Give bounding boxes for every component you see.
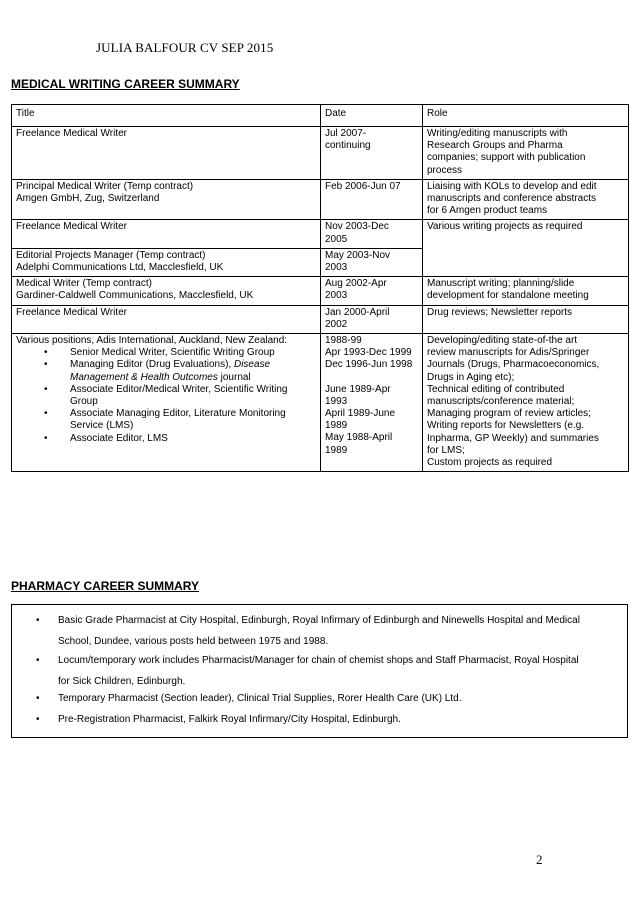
- title-cell: [12, 179, 321, 220]
- employer-line: Gardiner-Caldwell Communications, Macclesfield, UK: [16, 290, 254, 302]
- date-cell: [321, 220, 423, 248]
- medical-career-table: [11, 104, 629, 472]
- date-spacer: [325, 372, 418, 384]
- role-line: Writing reports for Newsletters (e.g.: [427, 420, 585, 432]
- date-line: Nov 2003-Dec: [325, 221, 389, 233]
- date-line: Apr 1993-Dec 1999: [325, 347, 412, 359]
- date-cell: [321, 179, 423, 220]
- page-number: 2: [536, 852, 543, 867]
- date-line: 1989: [325, 444, 348, 456]
- title-cell: [12, 277, 321, 305]
- date-cell: [321, 305, 423, 333]
- list-item: [44, 384, 316, 408]
- date-cell: [321, 277, 423, 305]
- date-line: June 1989-Apr: [325, 383, 391, 395]
- column-header-role: Role: [423, 105, 629, 127]
- role-line: manuscripts/conference material;: [427, 396, 575, 408]
- employer-line: Adelphi Communications Ltd, Macclesfield, UK: [16, 262, 224, 274]
- date-line: 1989: [325, 420, 348, 432]
- date-line: May 2003-Nov: [325, 249, 391, 261]
- title-line: Freelance Medical Writer: [16, 306, 127, 318]
- bullet-icon: •: [44, 347, 48, 359]
- pharmacy-line: Basic Grade Pharmacist at City Hospital, Edinburgh, Royal Infirmary of Edinburgh and Ninewells Hospital and Medical: [58, 615, 580, 626]
- date-cell: [321, 248, 423, 276]
- title-line: Medical Writer (Temp contract): [16, 278, 152, 290]
- role-line: Technical editing of contributed: [427, 383, 565, 395]
- date-line: Dec 1996-Jun 1998: [325, 359, 413, 371]
- date-line: Jul 2007-: [325, 128, 367, 139]
- medical-writing-heading: MEDICAL WRITING CAREER SUMMARY: [11, 77, 240, 91]
- pharmacy-line: Locum/temporary work includes Pharmacist/Manager for chain of chemist shops and Staff Pharmacist, Royal Hospital: [58, 655, 579, 666]
- list-item: [44, 433, 316, 445]
- role-line: Drugs in Aging etc);: [427, 371, 515, 383]
- role-cell: [423, 220, 629, 277]
- role-cell: [423, 334, 629, 472]
- date-cell: [321, 334, 423, 472]
- role-line: Various writing projects as required: [427, 221, 583, 233]
- role-line: Journals (Drugs, Pharmacoeconomics,: [427, 359, 600, 371]
- role-line: Manuscript writing; planning/slide: [427, 278, 575, 290]
- role-line: companies; support with publication: [427, 152, 586, 164]
- position-label: Associate Editor/Medical Writer, Scientific Writing Group: [70, 383, 288, 408]
- list-item: [44, 408, 316, 432]
- list-item: [36, 709, 611, 730]
- role-line: Developing/editing state-of-the art: [427, 335, 578, 347]
- pharmacy-line: Temporary Pharmacist (Section leader), Clinical Trial Supplies, Rorer Health Care (UK) Ltd.: [58, 693, 462, 704]
- table-row: [12, 305, 629, 333]
- bullet-icon: •: [36, 693, 40, 704]
- adis-positions-list: [16, 347, 316, 445]
- table-row: [12, 334, 629, 472]
- pharmacy-line: for Sick Children, Edinburgh.: [58, 676, 186, 687]
- bullet-icon: •: [36, 655, 40, 666]
- date-line: continuing: [325, 140, 371, 152]
- role-line: Writing/editing manuscripts with: [427, 128, 568, 139]
- title-line: Editorial Projects Manager (Temp contract): [16, 249, 206, 261]
- position-label: Managing Editor (Drug Evaluations),: [70, 359, 234, 371]
- date-line: 1988-99: [325, 335, 362, 347]
- table-row: [12, 277, 629, 305]
- date-cell: [321, 127, 423, 180]
- role-line: Inpharma, GP Weekly) and summaries: [427, 432, 599, 444]
- list-item: [36, 610, 611, 652]
- role-cell: [423, 305, 629, 333]
- title-cell: [12, 220, 321, 248]
- employer-line: Amgen GmbH, Zug, Switzerland: [16, 193, 160, 205]
- journal-suffix: journal: [217, 371, 251, 383]
- role-line: Liaising with KOLs to develop and edit: [427, 180, 597, 192]
- date-line: Jan 2000-April: [325, 306, 390, 318]
- title-cell: [12, 127, 321, 180]
- role-line: development for standalone meeting: [427, 290, 589, 302]
- date-line: Aug 2002-Apr: [325, 278, 387, 290]
- title-line: Freelance Medical Writer: [16, 221, 127, 233]
- title-line: Various positions, Adis International, Auckland, New Zealand:: [16, 335, 288, 347]
- list-item: [36, 650, 611, 692]
- list-item: [44, 359, 316, 383]
- bullet-icon: •: [44, 408, 48, 420]
- date-line: May 1988-April: [325, 432, 393, 444]
- role-line: Research Groups and Pharma: [427, 140, 563, 152]
- role-line: manuscripts and conference abstracts: [427, 193, 596, 205]
- date-line: 2003: [325, 290, 348, 302]
- role-line: for 6 Amgen product teams: [427, 205, 548, 217]
- table-header-row: [12, 105, 629, 127]
- role-line: Custom projects as required: [427, 457, 553, 469]
- date-line: 2005: [325, 233, 348, 245]
- table-row: [12, 220, 629, 248]
- title-line: Freelance Medical Writer: [16, 128, 127, 139]
- pharmacy-heading: PHARMACY CAREER SUMMARY: [11, 579, 200, 593]
- cv-header: JULIA BALFOUR CV SEP 2015: [96, 40, 274, 55]
- date-line: April 1989-June: [325, 408, 396, 420]
- pharmacy-line: Pre-Registration Pharmacist, Falkirk Royal Infirmary/City Hospital, Edinburgh.: [58, 714, 401, 725]
- bullet-icon: •: [44, 359, 48, 371]
- title-cell: [12, 248, 321, 276]
- column-header-date: Date: [321, 105, 423, 127]
- bullet-icon: •: [44, 432, 48, 444]
- journal-name: Disease Management & Health Outcomes: [70, 359, 271, 383]
- bullet-icon: •: [36, 615, 40, 626]
- table-row: [12, 179, 629, 220]
- pharmacy-line: School, Dundee, various posts held between 1975 and 1988.: [58, 636, 329, 647]
- bullet-icon: •: [44, 383, 48, 395]
- role-line: for LMS;: [427, 444, 465, 456]
- position-label: Senior Medical Writer, Scientific Writing Group: [70, 347, 275, 359]
- role-line: process: [427, 164, 463, 176]
- pharmacy-summary-box: [11, 604, 628, 738]
- role-line: Managing program of review articles;: [427, 408, 591, 420]
- title-line: Principal Medical Writer (Temp contract): [16, 180, 194, 192]
- position-label: Associate Managing Editor, Literature Monitoring Service (LMS): [70, 408, 286, 432]
- role-cell: [423, 277, 629, 305]
- date-line: 2002: [325, 318, 348, 330]
- column-header-title: Title: [12, 105, 321, 127]
- title-cell: [12, 305, 321, 333]
- list-item: [36, 688, 611, 709]
- role-cell: [423, 127, 629, 180]
- position-label: Associate Editor, LMS: [70, 432, 168, 444]
- date-line: 1993: [325, 395, 348, 407]
- title-cell: [12, 334, 321, 472]
- role-line: Drug reviews; Newsletter reports: [427, 306, 573, 318]
- bullet-icon: •: [36, 714, 40, 725]
- role-cell: [423, 179, 629, 220]
- role-line: review manuscripts for Adis/Springer: [427, 347, 590, 359]
- date-line: Feb 2006-Jun 07: [325, 180, 401, 192]
- date-line: 2003: [325, 262, 348, 274]
- list-item: [44, 347, 316, 359]
- table-row: [12, 127, 629, 180]
